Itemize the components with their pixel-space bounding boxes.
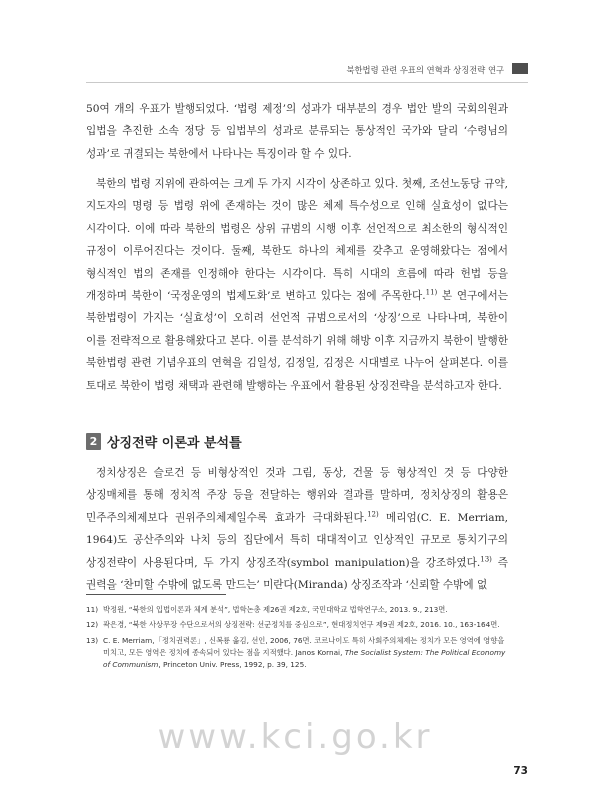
header-rule xyxy=(86,82,528,83)
footnotes xyxy=(86,604,506,674)
footnote-ref-12[interactable]: 12) xyxy=(367,510,379,519)
page-number: 73 xyxy=(513,765,528,777)
running-title: 북한법령 관련 우표의 연혁과 상징전략 연구 xyxy=(346,65,504,75)
running-header xyxy=(0,62,590,76)
body-paragraph-1: 50여 개의 우표가 발행되었다. ‘법령 제정’의 성과가 대부분의 경우 법안 발의 국회의원과 입법을 추진한 소속 정당 등 입법부의 성과로 분류되는 통상적인 국가와 달리 ‘수령님의 성과’로 귀결되는 북한에서 나타나는 특징이라 할 수 있다. xyxy=(86,103,508,160)
footnote-12: 12) 곽은경, “북한 사상무장 수단으로서의 상징전략: 선군정치를 중심으로”, 현대정치연구 제9권 제2호, 2016. 10., 163-164면. xyxy=(86,620,500,630)
watermark: www.kci.go.kr xyxy=(157,717,433,757)
footnote-ref-11[interactable]: 11) xyxy=(425,288,438,297)
section-heading xyxy=(86,431,242,451)
footnote-11: 11) 박정원, “북한의 입법이론과 체계 분석”, 법학논총 제26권 제2호, 국민대학교 법학연구소, 2013. 9., 213면. xyxy=(86,605,448,614)
section-title: 상징전략 이론과 분석틀 xyxy=(107,435,242,451)
footnote-rule xyxy=(86,594,226,595)
body-paragraph-3: 정치상징은 슬로건 등 비형상적인 것과 그림, 동상, 건물 등 형상적인 것 등 다양한 상징매체를 통해 정치적 주장 등을 전달하는 행위와 결과를 말하며, 정치상징의 활용은 민주주의체제보다 권위주의체제일수록 효과가 극대화된다.$^{12)}$ 메리엄(C. E. Merriam, 1964)도 공산주의와 나치 등의 집단에서 특히 대대적이고 인상적인 규모로 통치기구의 상징전략이 사용된다며, 두 가지 상징조작(symbol manipulation)을 강조하였다.$^{13)}$ 즉 권력을 ‘찬미할 수밖에 없도록 만드는’ 미란다(Miranda) 상징조작과 ‘신뢰할 수밖에 없 xyxy=(86,467,509,592)
footnote-ref-13[interactable]: 13) xyxy=(480,555,492,564)
header-mark xyxy=(512,63,528,74)
body-paragraph-2: 북한의 법령 지위에 관하여는 크게 두 가지 시각이 상존하고 있다. 첫째, 조선노동당 규약, 지도자의 명령 등 법령 위에 존재하는 것이 많은 체제 특수성으로 인해 실효성이 없다는 시각이다. 이에 따라 북한의 법령은 상위 규범의 시행 이후 선언적으로 최소한의 형식적인 규정이 이루어진다는 것이다. 둘째, 북한도 하나의 체제를 갖추고 운영해왔다는 점에서 형식적인 법의 존재를 인정해야 한다는 시각이다. 특히 시대의 흐름에 따라 헌법 등을 개정하며 북한이 ‘국정운영의 법제도화’로 변하고 있다는 점에 주목한다.$^{11)}$ 본 연구에서는 북한법령이 가지는 ‘실효성’이 오히려 선언적 규범으로서의 ‘상징’으로 나타나며, 북한이 이를 전략적으로 활용해왔다고 본다. 이를 분석하기 위해 해방 이후 지금까지 북한이 발행한 북한법령 관련 기념우표의 연혁을 김일성, 김정일, 김정은 시대별로 나누어 살펴본다. 이를 토대로 북한이 법령 채택과 관련해 발행하는 우표에서 활용된 상징전략을 분석하고자 한다. xyxy=(86,178,509,392)
footnote-13: 13) C. E. Merriam,「정치권력론」, 신복룡 옮김, 선인, 2006, 76면. 코르나이도 특히 사회주의체제는 정치가 모든 영역에 영향을 미치고, 모든 영역은 정치에 종속되어 있다는 점을 지적했다. Janos Kornai, The Socialist System: The Political Economy of Communism, Princeton Univ. Press, 1992, p. 39, 125. xyxy=(86,635,506,670)
section-number: 2 xyxy=(86,433,101,450)
